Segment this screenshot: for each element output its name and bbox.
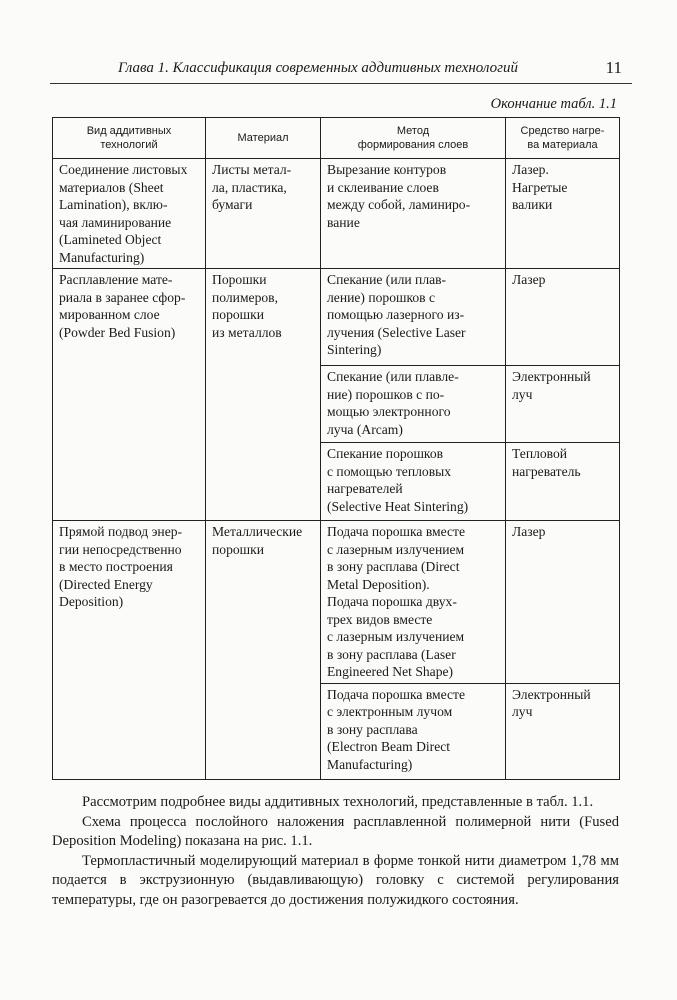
page-number: 11: [605, 58, 622, 77]
paragraph: Рассмотрим подробнее виды аддитивных технологий, представленные в табл. 1.1.: [82, 794, 594, 810]
table-row: [53, 269, 620, 366]
header-heating: Средство нагре- ва материала: [506, 118, 620, 159]
cell-material: Листы метал- ла, пластика, бумаги: [206, 159, 321, 269]
running-head: [50, 60, 632, 84]
table-row: [53, 159, 620, 269]
cell-method: Спекание (или плав- ление) порошков с помощью лазерного из- лучения (Selective Laser Sintering): [321, 269, 506, 366]
cell-material: Металлические порошки: [206, 521, 321, 780]
cell-method: Спекание (или плавле- ние) порошков с по- мощью электронного луча (Arcam): [321, 366, 506, 443]
cell-method: Подача порошка вместе с электронным лучом в зону расплава (Electron Beam Direct Manufacturing): [321, 683, 506, 779]
cell-type: Соединение листовых материалов (Sheet Lamination), вклю- чая ламинирование (Lamineted Object Manufacturing): [53, 159, 206, 269]
header-material: Материал: [206, 118, 321, 159]
cell-heating: Лазер: [506, 521, 620, 684]
cell-material: Порошки полимеров, порошки из металлов: [206, 269, 321, 521]
cell-heating: Электронный луч: [506, 683, 620, 779]
cell-heating: Лазер: [506, 269, 620, 366]
cell-type: Расплавление мате- риала в заранее сфор- мированном слое (Powder Bed Fusion): [53, 269, 206, 521]
cell-heating: Электронный луч: [506, 366, 620, 443]
cell-heating: Лазер. Нагретые валики: [506, 159, 620, 269]
table-caption: Окончание табл. 1.1: [490, 96, 617, 112]
cell-type: Прямой подвод энер- гии непосредственно в место построения (Directed Energy Deposition): [53, 521, 206, 780]
cell-heating: Тепловой нагреватель: [506, 443, 620, 521]
header-method: Метод формирования слоев: [321, 118, 506, 159]
chapter-title: Глава 1. Классификация современных аддитивных технологий: [118, 60, 519, 76]
paragraph: Схема процесса послойного наложения расплавленной полимерной нити (Fused Deposition Modeling) показана на рис. 1.1.: [52, 813, 619, 849]
header-type: Вид аддитивных технологий: [53, 118, 206, 159]
additive-technologies-table: [52, 117, 620, 780]
body-text: [52, 793, 619, 910]
cell-method: Вырезание контуров и склеивание слоев между собой, ламиниро- вание: [321, 159, 506, 269]
paragraph: Термопластичный моделирующий материал в форме тонкой нити диаметром 1,78 мм подается в экструзионную (выдавливающую) головку с системой регулирования температуры, где он разогревается до достижения полужидкого состояния.: [52, 852, 619, 908]
cell-method: Спекание порошков с помощью тепловых нагревателей (Selective Heat Sintering): [321, 443, 506, 521]
table-row: [53, 521, 620, 684]
table-header-row: [53, 118, 620, 159]
cell-method: Подача порошка вместе с лазерным излучением в зону расплава (Direct Metal Deposition). Подача порошка двух- трех видов вместе с лазерным излучением в зону расплава (Laser Engineered Net Shape): [321, 521, 506, 684]
